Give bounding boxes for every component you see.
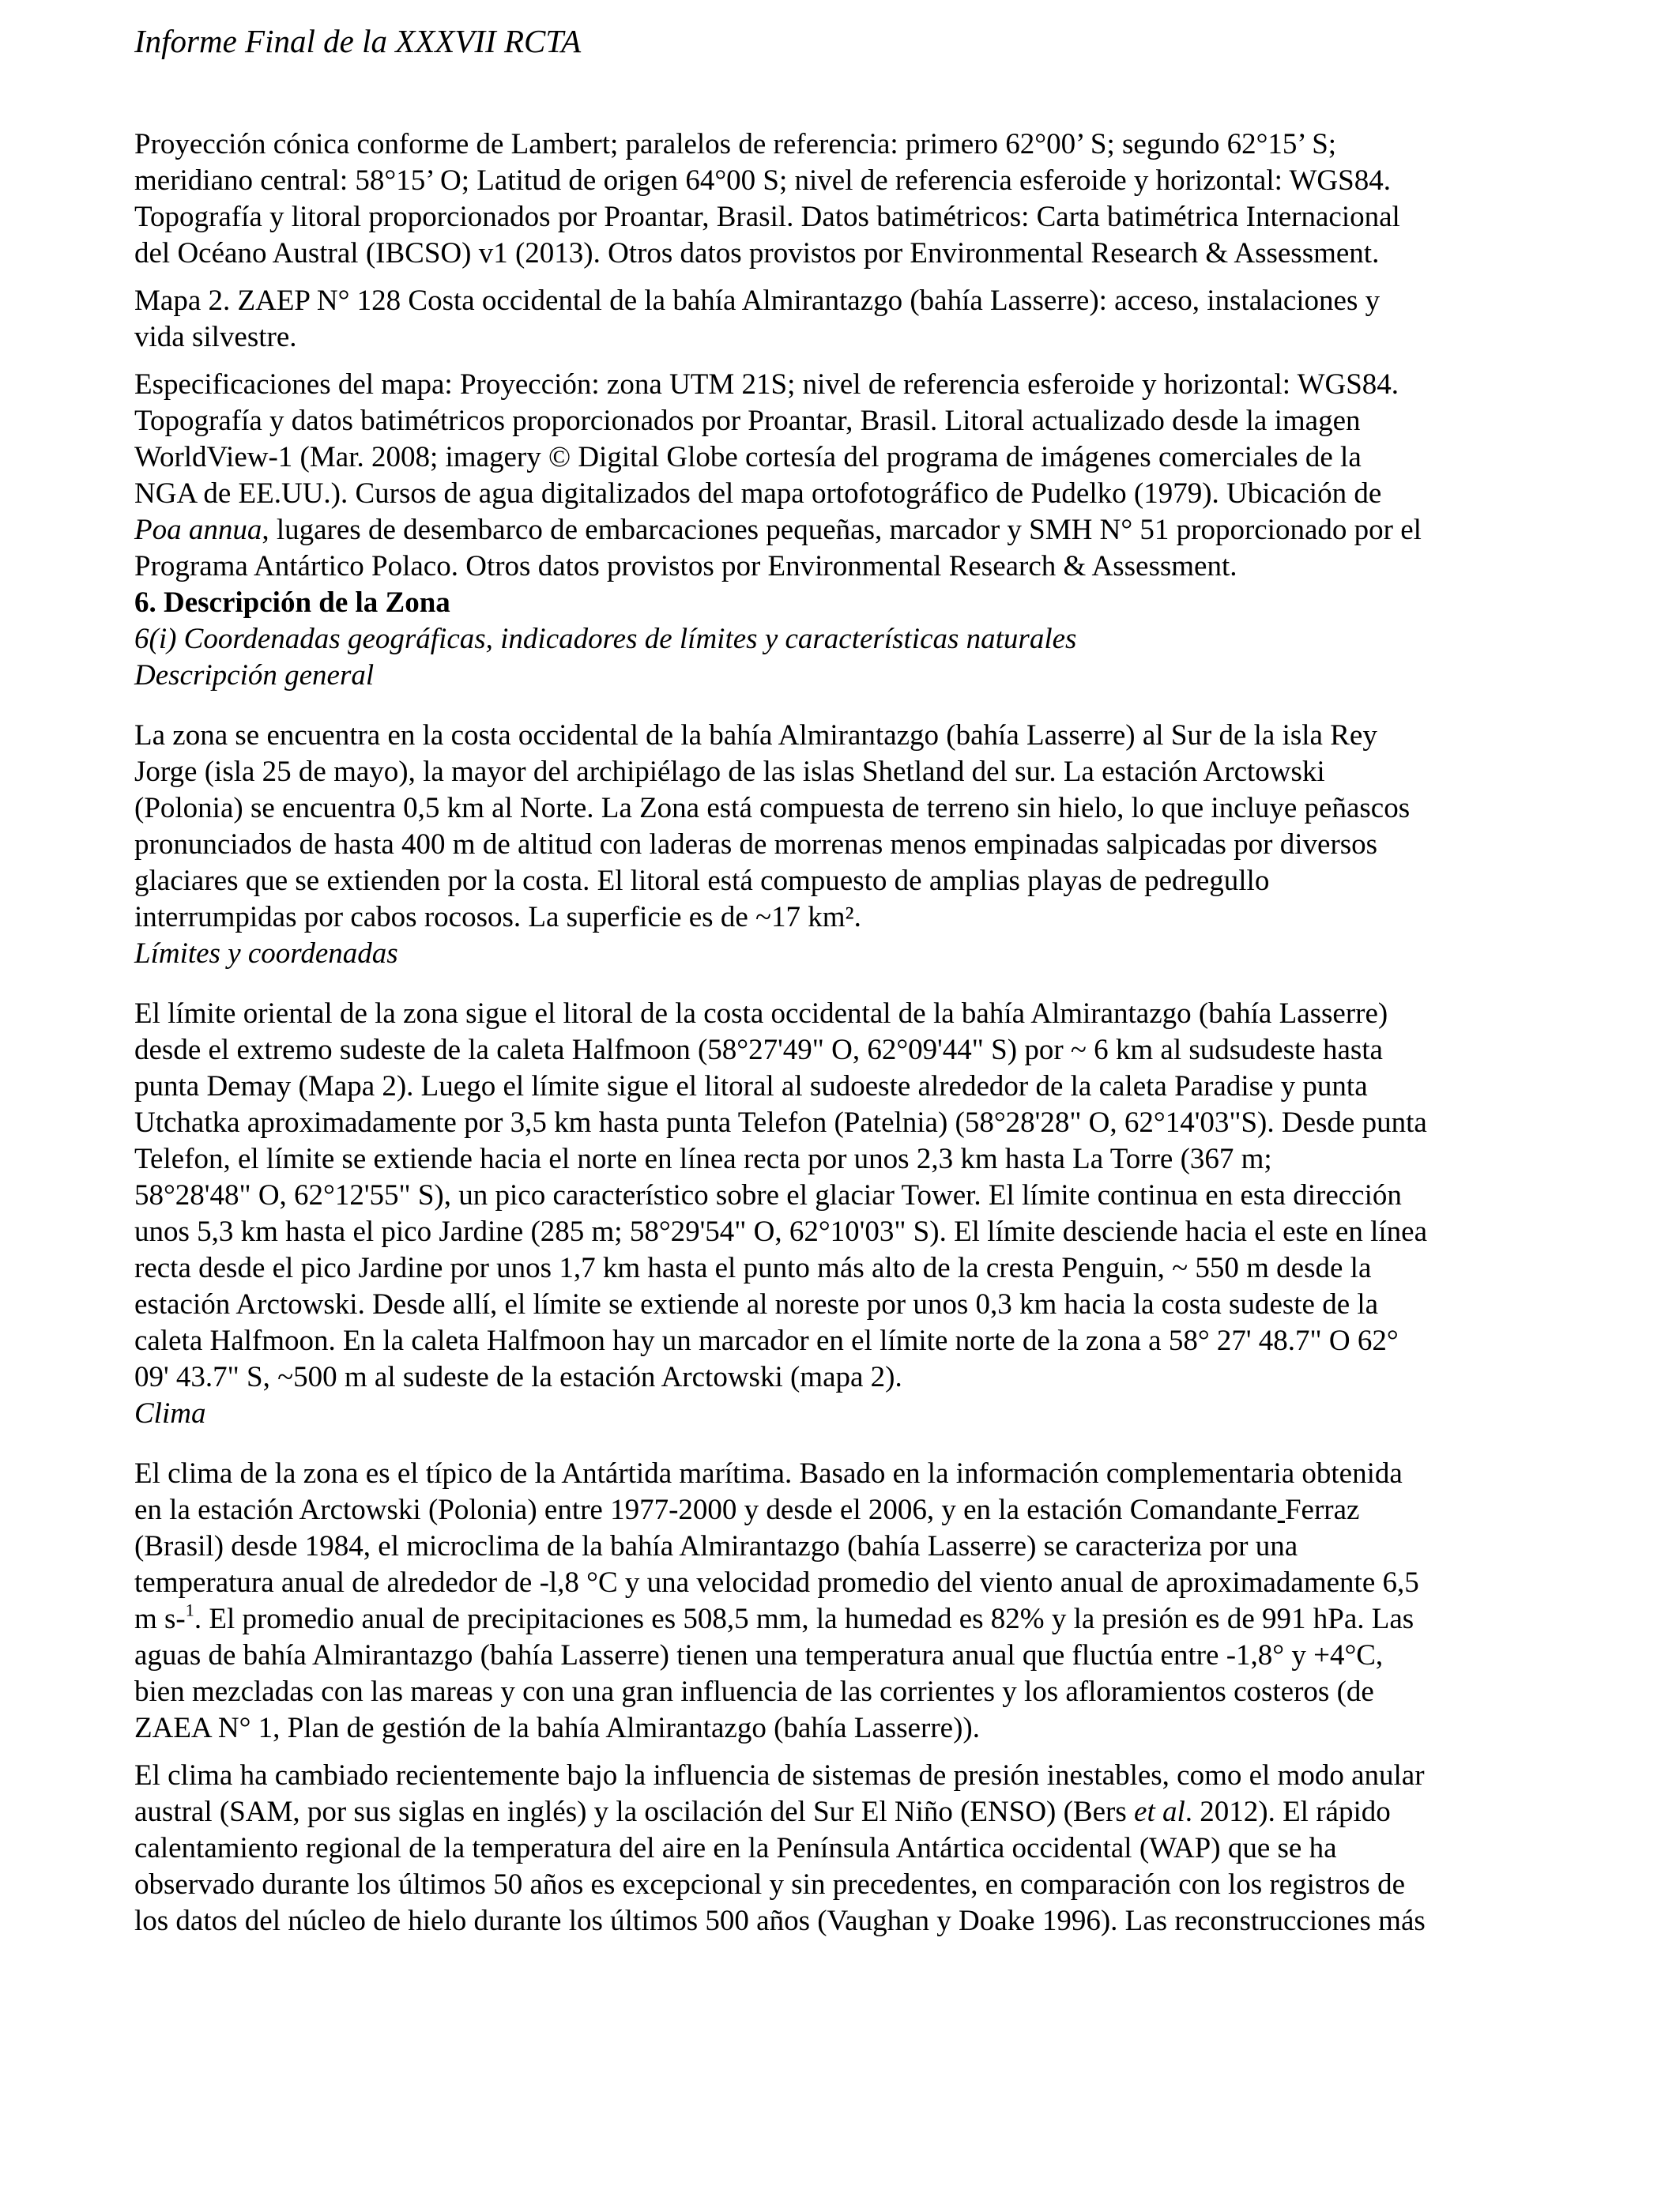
text-line: 58°28'48" O, 62°12'55" S), un pico característico sobre el glaciar Tower. El límite continua en esta dirección [134,1179,1402,1212]
text-fragment: , lugares de desembarco de embarcaciones pequeñas, marcador y SMH N° 51 proporcionado por el [262,514,1422,546]
map2-caption [134,283,1549,356]
text-fragment: austral (SAM, por sus siglas en inglés) y la oscilación del Sur El Niño (ENSO) (Bers [134,1796,1135,1828]
text-line: Jorge (isla 25 de mayo), la mayor del archipiélago de las islas Shetland del sur. La estación Arctowski [134,756,1325,788]
text-line [134,1794,1549,1830]
subsection-heading: 6(i) Coordenadas geográficas, indicadores de límites y características naturales [134,623,1077,655]
text-line: pronunciados de hasta 400 m de altitud con laderas de morrenas menos empinadas salpicadas por diversos [134,828,1378,861]
text-line: vida silvestre. [134,321,297,353]
text-fragment: Ferraz [1284,1494,1360,1526]
text-line: calentamiento regional de la temperatura del aire en la Península Antártica occidental (WAP) que se ha [134,1832,1337,1864]
text-line: El clima de la zona es el típico de la Antártida marítima. Basado en la información complementaria obtenida [134,1457,1403,1490]
text-line: bien mezcladas con las mareas y con una gran influencia de las corrientes y los afloramientos costeros (de [134,1676,1374,1708]
general-description-paragraph [134,718,1549,936]
superscript: 1 [185,1600,194,1620]
text-line [134,1601,1549,1638]
climate-paragraph-1 [134,1456,1549,1747]
climate-heading: Clima [134,1397,206,1430]
text-line: Especificaciones del mapa: Proyección: zona UTM 21S; nivel de referencia esferoide y horizontal: WGS84. [134,368,1399,401]
text-line: (Brasil) desde 1984, el microclima de la bahía Almirantazgo (bahía Lasserre) se caracteriza por una [134,1530,1298,1563]
text-line: Topografía y litoral proporcionados por Proantar, Brasil. Datos batimétricos: Carta batimétrica Internacional [134,201,1400,233]
text-line: unos 5,3 km hasta el pico Jardine (285 m; 58°29'54" O, 62°10'03" S). El límite desciende hacia el este en línea [134,1216,1428,1248]
text-line: La zona se encuentra en la costa occidental de la bahía Almirantazgo (bahía Lasserre) al Sur de la isla Rey [134,719,1377,752]
text-line: observado durante los últimos 50 años es excepcional y sin precedentes, en comparación con los registros de [134,1868,1406,1901]
text-line: Topografía y datos batimétricos proporcionados por Proantar, Brasil. Litoral actualizado desde la imagen [134,405,1361,437]
limits-paragraph [134,996,1549,1396]
map1-specifications [134,126,1549,272]
text-line: meridiano central: 58°15’ O; Latitud de origen 64°00 S; nivel de referencia esferoide y horizontal: WGS84. [134,164,1391,197]
text-line: Utchatka aproximadamente por 3,5 km hasta punta Telefon (Patelnia) (58°28'28" O, 62°14'03"S). Desde punta [134,1106,1427,1139]
species-name: Poa annua [134,514,262,546]
text-line: del Océano Austral (IBCSO) v1 (2013). Otros datos provistos por Environmental Research & Assessment. [134,237,1380,270]
text-line: (Polonia) se encuentra 0,5 km al Norte. La Zona está compuesta de terreno sin hielo, lo que incluye peñascos [134,792,1411,824]
text-line: Proyección cónica conforme de Lambert; paralelos de referencia: primero 62°00’ S; segundo 62°15’ S; [134,128,1337,160]
text-line: interrumpidas por cabos rocosos. La superficie es de ~17 km². [134,901,861,933]
text-line: Mapa 2. ZAEP N° 128 Costa occidental de la bahía Almirantazgo (bahía Lasserre): acceso, instalaciones y [134,285,1381,317]
page-body [134,126,1549,1940]
text-line: ZAEA N° 1, Plan de gestión de la bahía Almirantazgo (bahía Lasserre)). [134,1712,980,1744]
text-line: temperatura anual de alrededor de -l,8 °C y una velocidad promedio del viento anual de aproximadamente 6,5 [134,1566,1419,1599]
text-line: caleta Halfmoon. En la caleta Halfmoon hay un marcador en el límite norte de la zona a 58° 27' 48.7" O 62° [134,1325,1399,1357]
limits-heading: Límites y coordenadas [134,937,398,970]
text-line [134,512,1549,548]
text-line [134,1492,1549,1529]
text-line: recta desde el pico Jardine por unos 1,7 km hasta el punto más alto de la cresta Penguin, ~ 550 m desde la [134,1252,1372,1284]
text-line: El límite oriental de la zona sigue el litoral de la costa occidental de la bahía Almirantazgo (bahía Lasserre) [134,997,1388,1030]
text-fragment: en la estación Arctowski (Polonia) entre 1977-2000 y desde el 2006, y en la estación Comandante [134,1494,1278,1526]
text-line: NGA de EE.UU.). Cursos de agua digitalizados del mapa ortofotográfico de Pudelko (1979). Ubicación de [134,477,1382,510]
text-line: El clima ha cambiado recientemente bajo la influencia de sistemas de presión inestables, como el modo anular [134,1759,1425,1792]
map2-specifications [134,367,1549,585]
text-line: aguas de bahía Almirantazgo (bahía Lasserre) tienen una temperatura anual que fluctúa entre -1,8° y +4°C, [134,1639,1384,1672]
citation-italic: et al [1134,1796,1185,1828]
text-fragment: m s- [134,1603,186,1635]
text-line: estación Arctowski. Desde allí, el límite se extiende al noreste por unos 0,3 km hacia la costa sudeste de la [134,1288,1379,1321]
general-description-heading: Descripción general [134,659,375,692]
text-fragment: . 2012). El rápido [1185,1796,1391,1828]
underlined-space [1278,1494,1285,1526]
text-line: Programa Antártico Polaco. Otros datos provistos por Environmental Research & Assessment. [134,550,1237,582]
text-line: los datos del núcleo de hielo durante los últimos 500 años (Vaughan y Doake 1996). Las reconstrucciones más [134,1905,1426,1937]
text-fragment: . El promedio anual de precipitaciones es 508,5 mm, la humedad es 82% y la presión es de 991 hPa. Las [194,1603,1414,1635]
running-header: Informe Final de la XXXVII RCTA [134,23,582,59]
text-line: punta Demay (Mapa 2). Luego el límite sigue el litoral al sudoeste alrededor de la caleta Paradise y punta [134,1070,1368,1103]
text-line: 09' 43.7" S, ~500 m al sudeste de la estación Arctowski (mapa 2). [134,1361,902,1393]
text-line: WorldView-1 (Mar. 2008; imagery © Digital Globe cortesía del programa de imágenes comerciales de la [134,441,1362,473]
text-line: Telefon, el límite se extiende hacia el norte en línea recta por unos 2,3 km hasta La Torre (367 m; [134,1143,1272,1175]
climate-paragraph-2 [134,1758,1549,1940]
section-heading: 6. Descripción de la Zona [134,586,450,619]
text-line: glaciares que se extienden por la costa. El litoral está compuesto de amplias playas de pedregullo [134,865,1270,897]
text-line: desde el extremo sudeste de la caleta Halfmoon (58°27'49" O, 62°09'44" S) por ~ 6 km al sudsudeste hasta [134,1034,1383,1066]
